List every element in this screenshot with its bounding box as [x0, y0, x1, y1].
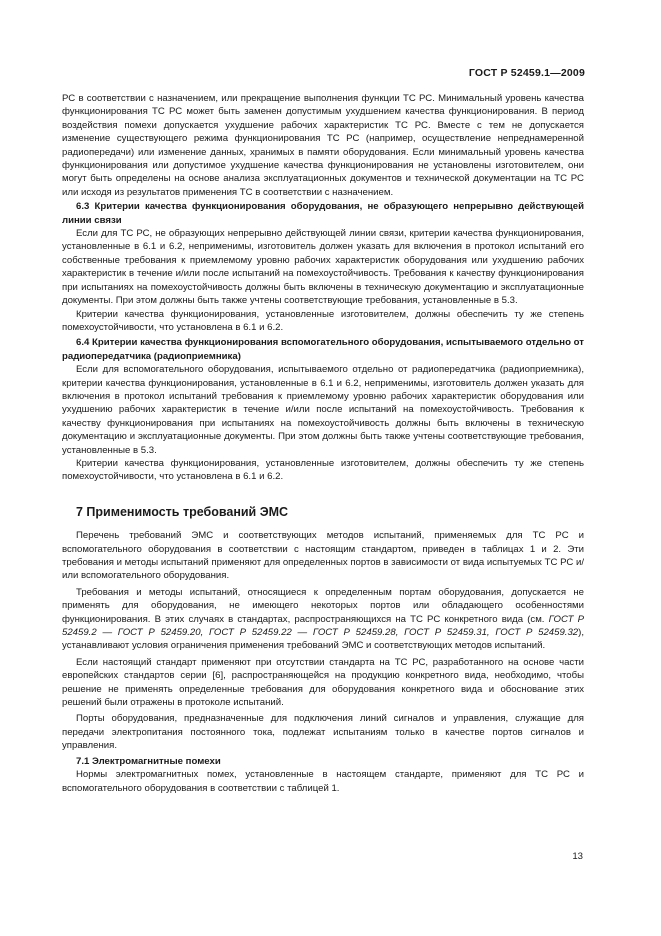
document-header: ГОСТ Р 52459.1—2009 [468, 67, 585, 79]
paragraph: Перечень требований ЭМС и соответствующих методов испытаний, применяемых для ТС РС и вспомогательного оборудования в соответствии с настоящим стандартом, приведен в таблицах 1 и 2. Эти требования и методы испытаний применяют для определенных портов в зависимости от вида испытуемых ТС РС и/или вспомогательного оборудования. [62, 530, 584, 582]
text-run: Требования и методы испытаний, относящиеся к определенным портам оборудования, допускается не применять для оборудования, не имеющего некоторых портов или обладающего особенностями функционирования. В этих случаях в стандартах, распространяющихся на ТС РС конкретного вида (см. [62, 586, 584, 625]
paragraph: Критерии качества функционирования, установленные изготовителем, должны обеспечить ту же степень помехоустойчивости, что установлена в 6.1 и 6.2. [62, 457, 584, 483]
text-run: ), устанавливают условия ограничения применения требований ЭМС и соответствующих методов испытаний. [62, 627, 584, 652]
paragraph-with-references [62, 586, 584, 653]
paragraph: РС в соответствии с назначением, или прекращение выполнения функции ТС РС. Минимальный уровень качества функционирования ТС РС может быть заменен допустимым ухудшением качества функционирования. В период воздействия помехи допускается ухудшение рабочих характеристик ТС РС. Вместе с тем не допускается изменение существующего режима функционирования ТС РС (например, осуществление непреднамеренной радиопередачи) или изменение данных, хранимых в памяти оборудования. Если минимальный уровень качества функционирования или допустимое ухудшение качества функционирования не установлены изготовителем, они могут быть определены на основе анализа эксплуатационных документов и технической документации на ТС РС или исходя из результатов применения ТС в соответствии с назначением. [62, 93, 584, 198]
paragraph: Порты оборудования, предназначенные для подключения линий сигналов и управления, служащие для передачи электропитания постоянного тока, подлежат испытаниям только в качестве портов сигналов и управления. [62, 713, 584, 752]
subsection-heading-7-1: 7.1 Электромагнитные помехи [76, 755, 221, 767]
page-number: 13 [572, 851, 583, 862]
paragraph: Критерии качества функционирования, установленные изготовителем, должны обеспечить ту же степень помехоустойчивости, что установлена в 6.1 и 6.2. [62, 308, 584, 333]
subsection-heading-6-3: 6.3 Критерии качества функционирования оборудования, не образующего непрерывно действующей линии связи [62, 201, 584, 226]
section-heading-7: 7 Применимость требований ЭМС [76, 504, 289, 519]
standards-reference-list: ГОСТ Р 52459.2 — ГОСТ Р 52459.20, ГОСТ Р 52459.22 — ГОСТ Р 52459.28, ГОСТ Р 52459.31, ГОСТ Р 52459.32 [62, 613, 584, 639]
page-body [62, 92, 584, 795]
paragraph: Если для ТС РС, не образующих непрерывно действующей линии связи, критерии качества функционирования, установленные в 6.1 и 6.2, неприменимы, изготовитель должен указать для включения в протокол испытаний его собственные требования к приемлемому уровню рабочих характеристик оборудования или ухудшению рабочих характеристик в течение и/или после испытаний на помехоустойчивость. Требования к качеству функционирования при испытаниях на помехоустойчивость должны быть включены в техническую документацию и эксплуатационные документы. При этом должны быть также учтены соответствующие требования, установленные в 5.3. [62, 228, 584, 307]
subsection-heading-6-4: 6.4 Критерии качества функционирования вспомогательного оборудования, испытываемого отдельно от радиопередатчика (радиоприемника) [62, 337, 584, 362]
paragraph: Если для вспомогательного оборудования, испытываемого отдельно от радиопередатчика (радиоприемника), критерии качества функционирования, установленные в 6.1 и 6.2, неприменимы, изготовитель должен указать для включения в протокол испытаний требования к приемлемому уровню рабочих характеристик оборудования или ухудшению рабочих характеристик в течение и/или после испытаний на помехоустойчивость. Требования к качеству функционирования при испытаниях на помехоустойчивость должны быть включены в техническую документацию и эксплуатационные документы. При этом должны быть также учтены соответствующие требования, установленные в 5.3. [62, 364, 584, 456]
paragraph: Нормы электромагнитных помех, установленные в настоящем стандарте, применяют для ТС РС и вспомогательного оборудования в соответствии с таблицей 1. [62, 769, 584, 794]
paragraph: Если настоящий стандарт применяют при отсутствии стандарта на ТС РС, разработанного на основе части европейских стандартов серии [6], распространяющейся на продукцию конкретного вида, необходимо, чтобы решение не применять определенные требования для оборудования конкретного вида и обоснование этих решений были отражены в протоколе испытаний. [62, 656, 584, 709]
